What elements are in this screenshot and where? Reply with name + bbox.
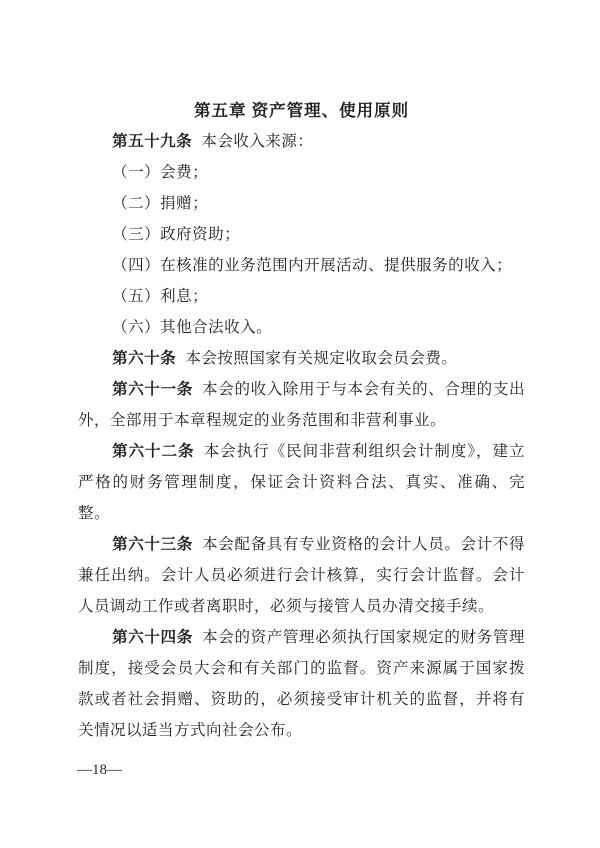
article-number: 第六十一条	[112, 381, 193, 398]
page-number: —18—	[77, 762, 122, 778]
article-paragraph	[78, 622, 525, 746]
list-item-text: （六）其他合法收入。	[112, 319, 273, 336]
chapter-heading: 第五章 资产管理、使用原则	[193, 101, 410, 120]
article-text: 本会按照国家有关规定收取会员会费。	[185, 350, 458, 367]
article-number: 第六十四条	[112, 629, 193, 646]
article-paragraph	[78, 529, 525, 622]
list-item-text: （五）利息；	[112, 288, 209, 305]
article-text: 本会执行《民间非营利组织会计制度》，建立严格的财务管理制度，保证会计资料合法、真实、准确、完整。	[78, 443, 525, 522]
list-item-text: （一）会费；	[112, 164, 209, 181]
list-item	[78, 312, 525, 343]
article-number: 第五十九条	[112, 133, 193, 150]
article-number: 第六十二条	[112, 443, 195, 460]
article-paragraph	[78, 374, 525, 436]
article-text: 本会的收入除用于与本会有关的、合理的支出外，全部用于本章程规定的业务范围和非营利事业。	[78, 381, 525, 429]
article-paragraph	[78, 126, 525, 157]
list-item	[78, 157, 525, 188]
article-text: 本会配备具有专业资格的会计人员。会计不得兼任出纳。会计人员必须进行会计核算，实行会计监督。会计人员调动工作或者离职时，必须与接管人员办清交接手续。	[78, 536, 525, 615]
article-number: 第六十条	[112, 350, 177, 367]
list-item-text: （二）捐赠；	[112, 195, 209, 212]
list-item	[78, 281, 525, 312]
list-item	[78, 219, 525, 250]
article-paragraph	[78, 343, 525, 374]
article-number: 第六十三条	[112, 536, 193, 553]
article-text: 本会的资产管理必须执行国家规定的财务管理制度，接受会员大会和有关部门的监督。资产来源属于国家拨款或者社会捐赠、资助的，必须接受审计机关的监督，并将有关情况以适当方式向社会公布。	[78, 629, 525, 739]
article-paragraph	[78, 436, 525, 529]
list-item-text: （四）在核准的业务范围内开展活动、提供服务的收入；	[112, 257, 513, 274]
document-content	[78, 95, 525, 746]
article-text: 本会收入来源：	[201, 133, 314, 150]
list-item-text: （三）政府资助；	[112, 226, 241, 243]
list-item	[78, 250, 525, 281]
list-item	[78, 188, 525, 219]
